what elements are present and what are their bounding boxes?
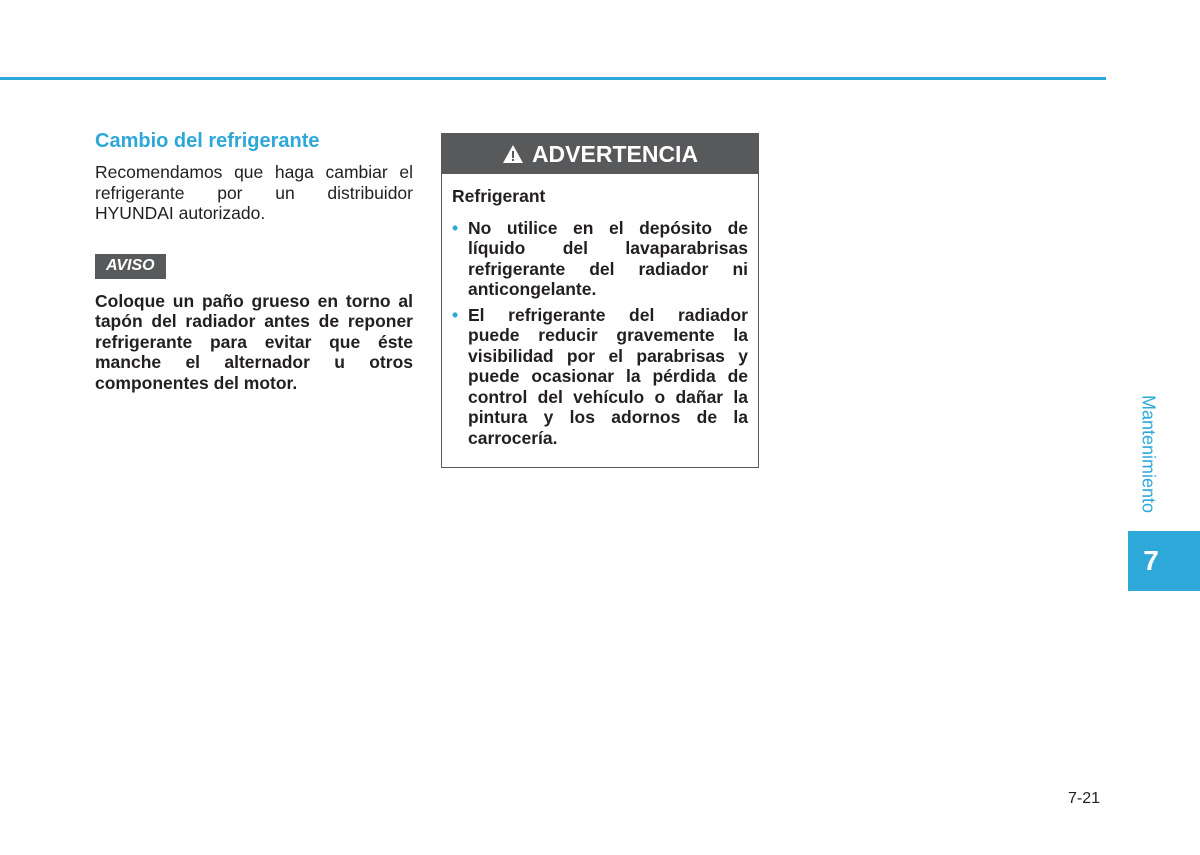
warning-bullet-text: No utilice en el depósito de líquido del lavaparabrisas refrigerante del radiador ni anticongelante.: [468, 217, 748, 299]
list-item: [452, 218, 748, 300]
warning-header: [442, 134, 758, 174]
warning-bullet-text: El refrigerante del radiador puede reducir gravemente la visibilidad por el parabrisas y puede ocasionar la pérdida de control del vehículo o dañar la pintura y los adornos de la carrocería.: [468, 304, 748, 448]
notice-text: Coloque un paño grueso en torno al tapón del radiador antes de reponer refrigerante para evitar que éste manche el alternador u otros componentes del motor.: [95, 290, 413, 393]
chapter-label: Mantenimiento: [1138, 395, 1159, 514]
warning-title: ADVERTENCIA: [531, 140, 699, 167]
chapter-number-tab: 7: [1128, 531, 1200, 591]
warning-body: [442, 174, 758, 448]
warning-box: [441, 133, 759, 468]
warning-list: [452, 218, 748, 449]
warning-triangle-icon: [502, 144, 524, 164]
left-column: [95, 128, 413, 393]
section-title: Cambio del refrigerante: [95, 130, 320, 152]
bullet-icon: •: [452, 304, 459, 325]
bullet-icon: •: [452, 217, 459, 238]
page-number: 7-21: [1068, 790, 1101, 807]
list-item: [452, 305, 748, 449]
section-body: Recomendamos que haga cambiar el refrigerante por un distribuidor HYUNDAI autorizado.: [95, 162, 413, 223]
header-rule: [0, 77, 1106, 80]
warning-subtitle: Refrigerant: [452, 186, 546, 206]
notice-badge: AVISO: [95, 254, 166, 279]
